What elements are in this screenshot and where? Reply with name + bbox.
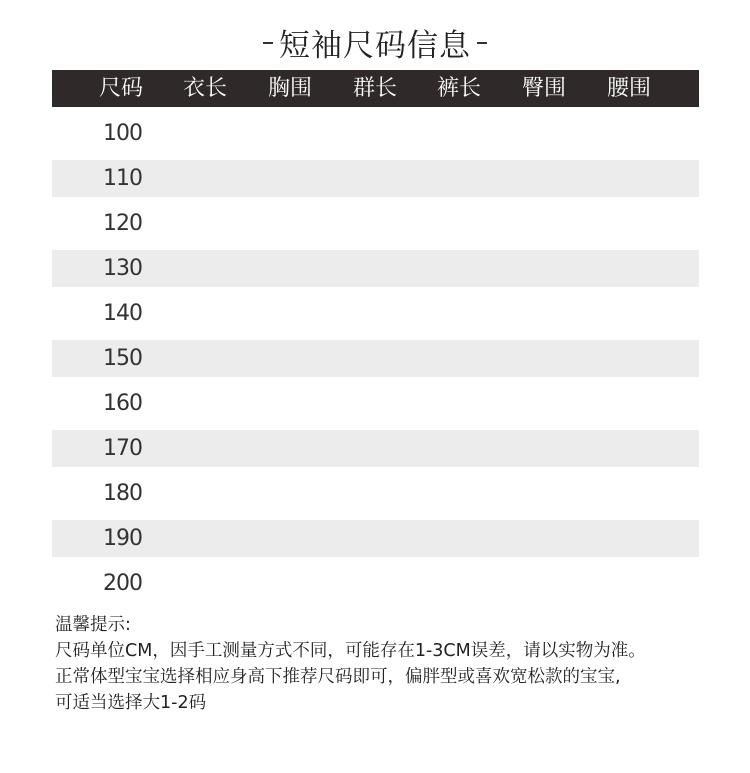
table-row [52, 557, 699, 602]
title-text: 短袖尺码信息 [279, 27, 471, 64]
table-body [52, 107, 699, 602]
table-row [52, 467, 699, 512]
size-cell: 120 [103, 211, 142, 236]
tips-line-3: 可适当选择大1-2码 [55, 693, 207, 713]
table-header [52, 70, 699, 107]
size-cell: 190 [103, 526, 142, 551]
size-cell: 160 [103, 391, 142, 416]
table-row [52, 152, 699, 197]
tips-line-2: 正常体型宝宝选择相应身高下推荐尺码即可，偏胖型或喜欢宽松款的宝宝, [55, 667, 621, 687]
header-length: 衣长 [182, 76, 227, 101]
table-row [52, 377, 699, 422]
size-cell: 150 [103, 346, 142, 371]
size-cell: 140 [103, 301, 142, 326]
header-pants-length: 裤长 [436, 76, 481, 101]
header-skirt-length: 群长 [352, 76, 397, 101]
table-row [52, 422, 699, 467]
tips-section [55, 612, 735, 716]
size-cell: 110 [103, 166, 142, 191]
header-hip: 臀围 [521, 76, 566, 101]
table-row [52, 242, 699, 287]
size-cell: 100 [103, 121, 142, 146]
header-chest: 胸围 [267, 76, 312, 101]
table-row [52, 107, 699, 152]
table-row [52, 287, 699, 332]
title-dash-right [477, 42, 487, 44]
size-cell: 170 [103, 436, 142, 461]
header-size: 尺码 [98, 76, 143, 101]
table-row [52, 197, 699, 242]
size-cell: 200 [103, 571, 142, 596]
size-chart-table [52, 70, 699, 602]
table-row [52, 332, 699, 377]
title-dash-left [263, 42, 273, 44]
tips-heading: 温馨提示: [55, 615, 131, 635]
tips-line-1: 尺码单位CM，因手工测量方式不同，可能存在1-3CM误差，请以实物为准。 [55, 641, 646, 661]
header-waist: 腰围 [606, 76, 651, 101]
page-title [0, 18, 750, 66]
table-row [52, 512, 699, 557]
size-cell: 130 [103, 256, 142, 281]
size-cell: 180 [103, 481, 142, 506]
